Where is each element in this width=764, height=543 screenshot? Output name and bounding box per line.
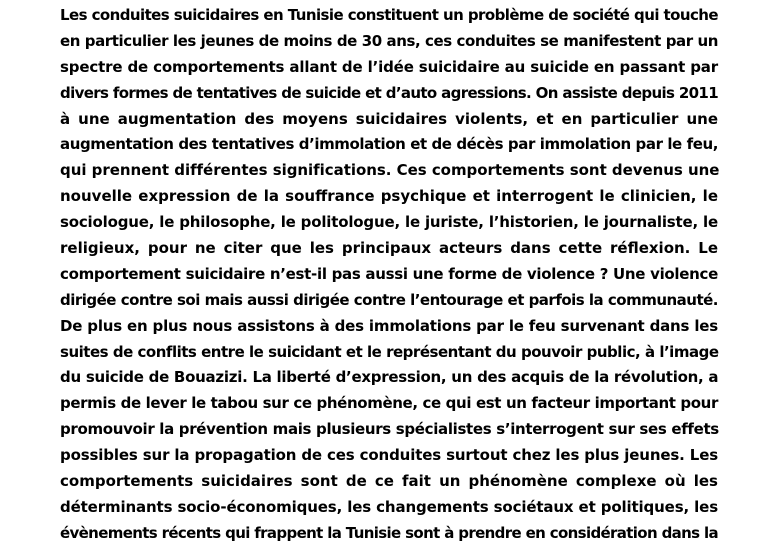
paragraph-line: déterminants socio-économiques, les changements sociétaux et politiques, les <box>60 497 718 516</box>
paragraph-line: possibles sur la propagation de ces conduites surtout chez les plus jeunes. Les <box>60 446 718 465</box>
paragraph-line: du suicide de Bouazizi. La liberté d’expression, un des acquis de la révolution, a <box>60 368 719 387</box>
paragraph-line: spectre de comportements allant de l’idée suicidaire au suicide en passant par <box>60 57 718 76</box>
paragraph-line: sociologue, le philosophe, le politologue, le juriste, l’historien, le journaliste, le <box>60 213 718 232</box>
body-paragraph <box>60 3 718 543</box>
paragraph-line: comportement suicidaire n’est-il pas aussi une forme de violence ? Une violence <box>60 264 718 283</box>
paragraph-line: promouvoir la prévention mais plusieurs spécialistes s’interrogent sur ses effets <box>60 420 719 439</box>
paragraph-line: qui prennent différentes significations. Ces comportements sont devenus une <box>60 161 720 180</box>
paragraph-line: suites de conflits entre le suicidant et le représentant du pouvoir public, à l’image <box>60 342 719 361</box>
paragraph-line: De plus en plus nous assistons à des immolations par le feu survenant dans les <box>60 316 718 335</box>
paragraph-line: comportements suicidaires sont de ce fait un phénomène complexe où les <box>60 472 718 491</box>
paragraph-line: nouvelle expression de la souffrance psychique et interrogent le clinicien, le <box>60 187 718 206</box>
paragraph-line: dirigée contre soi mais aussi dirigée contre l’entourage et parfois la communauté. <box>60 290 719 309</box>
paragraph-line: à une augmentation des moyens suicidaires violents, et en particulier une <box>60 109 718 128</box>
paragraph-line: divers formes de tentatives de suicide et d’auto agressions. On assiste depuis 2011 <box>60 83 718 102</box>
paragraph-line: en particulier les jeunes de moins de 30 ans, ces conduites se manifestent par un <box>60 31 718 50</box>
paragraph-line: religieux, pour ne citer que les principaux acteurs dans cette réflexion. Le <box>60 239 718 258</box>
paragraph-line: permis de lever le tabou sur ce phénomène, ce qui est un facteur important pour <box>60 394 718 413</box>
paragraph-line: Les conduites suicidaires en Tunisie constituent un problème de société qui touche <box>60 6 718 24</box>
paragraph-line: augmentation des tentatives d’immolation et de décès par immolation par le feu, <box>60 135 718 154</box>
paragraph-line: évènements récents qui frappent la Tunisie sont à prendre en considération dans la <box>60 523 718 542</box>
